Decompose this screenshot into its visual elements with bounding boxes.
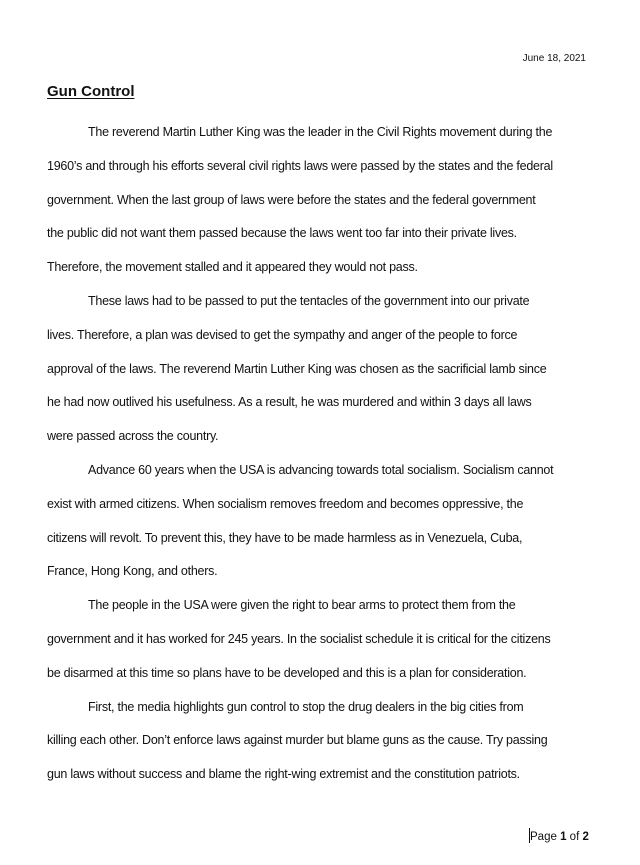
paragraph-line: citizens will revolt. To prevent this, they have to be made harmless as in Venezuela, Cuba, [47, 530, 523, 545]
paragraph-line: The reverend Martin Luther King was the leader in the Civil Rights movement during the [88, 125, 553, 139]
paragraph-line: First, the media highlights gun control to stop the drug dealers in the big cities from [88, 699, 524, 714]
paragraph-line: he had now outlived his usefulness. As a result, he was murdered and within 3 days all laws [47, 395, 532, 410]
paragraph-line: gun laws without success and blame the right-wing extremist and the constitution patriots. [47, 767, 520, 782]
paragraph-line: 1960’s and through his efforts several civil rights laws were passed by the states and the federal [47, 158, 553, 173]
paragraph-line: government and it has worked for 245 years. In the socialist schedule it is critical for the citizens [47, 631, 551, 646]
paragraph-line: These laws had to be passed to put the tentacles of the government into our private [88, 293, 530, 308]
paragraph-line: approval of the laws. The reverend Martin Luther King was chosen as the sacrificial lamb since [47, 361, 547, 376]
paragraph-line: Therefore, the movement stalled and it appeared they would not pass. [47, 260, 418, 275]
total-pages-number: 2 [582, 831, 589, 843]
paragraph-line: France, Hong Kong, and others. [47, 564, 218, 579]
paragraph-line: exist with armed citizens. When socialism removes freedom and becomes oppressive, the [47, 496, 524, 511]
document-body [47, 122, 589, 798]
paragraph-line: lives. Therefore, a plan was devised to get the sympathy and anger of the people to force [47, 327, 518, 342]
page-number-footer [529, 828, 589, 845]
paragraph-line: the public did not want them passed because the laws went too far into their private lives. [47, 226, 517, 241]
of-word: of [569, 831, 580, 843]
document-date: June 18, 2021 [522, 53, 586, 64]
paragraph-line: killing each other. Don’t enforce laws against murder but blame guns as the cause. Try passing [47, 733, 548, 748]
paragraph-line: were passed across the country. [47, 429, 219, 444]
document-title: Gun Control [47, 83, 135, 100]
paragraph-line: Advance 60 years when the USA is advancing towards total socialism. Socialism cannot [88, 462, 554, 477]
paragraph-line: government. When the last group of laws were before the states and the federal government [47, 192, 536, 207]
paragraph-line: The people in the USA were given the right to bear arms to protect them from the [88, 598, 516, 613]
current-page-number: 1 [560, 831, 567, 843]
page-word: Page [530, 831, 557, 843]
paragraph-line: be disarmed at this time so plans have to be developed and this is a plan for consideration. [47, 665, 527, 680]
